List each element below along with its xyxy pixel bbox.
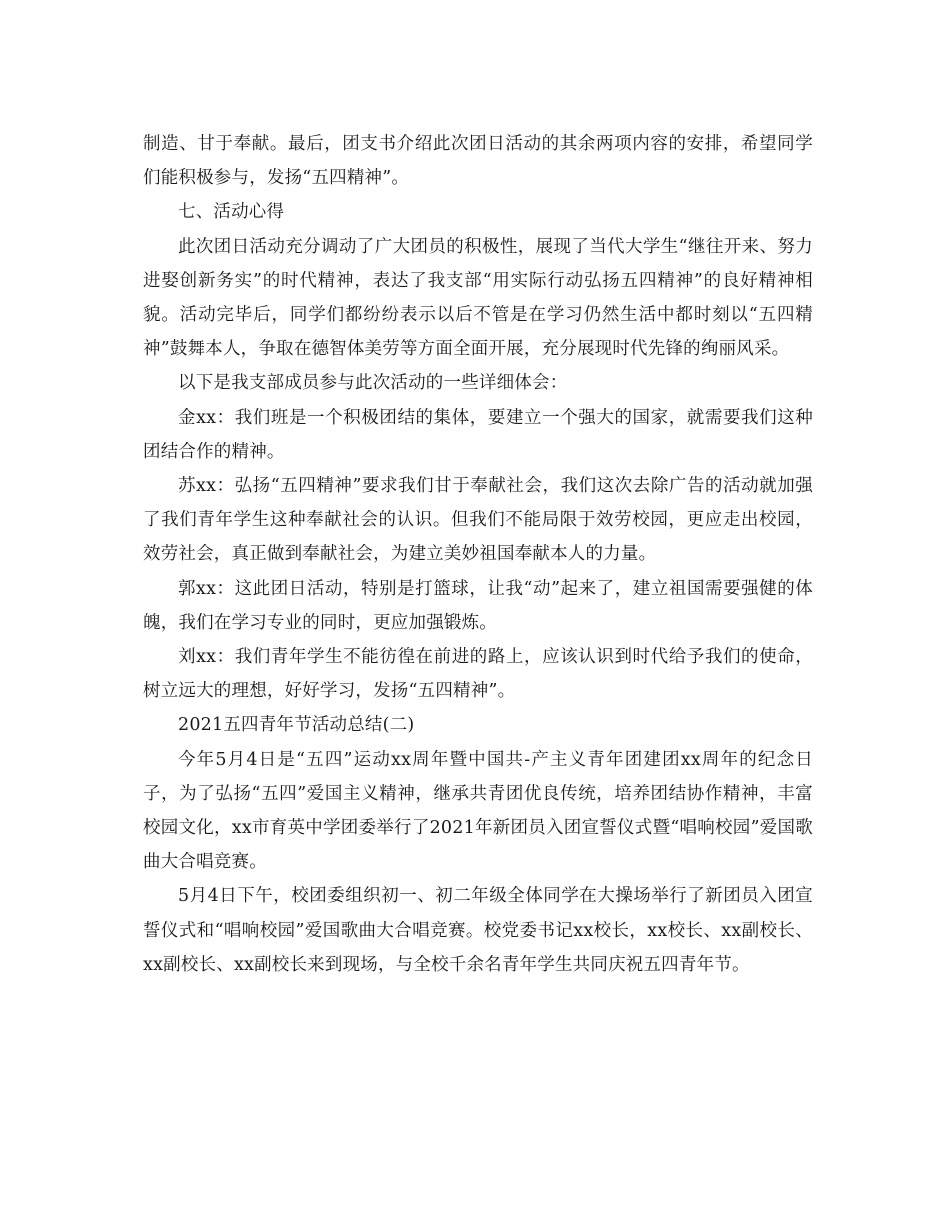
paragraph-1: 制造、甘于奉献。最后，团支书介绍此次团日活动的其余两项内容的安排，希望同学们能积极参与，发扬“五四精神”。 <box>143 134 813 189</box>
paragraph-7: 郭xx：这此团日活动，特别是打篮球，让我“动”起来了，建立祖国需要强健的体魄，我们在学习专业的同时，更应加强锻炼。 <box>143 578 813 633</box>
section-heading-activity-experience: 七、活动心得 <box>178 202 285 223</box>
paragraph-11: 5月4日下午，校团委组织初一、初二年级全体同学在大操场举行了新团员入团宣誓仪式和“唱响校园”爱国歌曲大合唱竞赛。校党委书记xx校长，xx校长、xx副校长、xx副校长、xx副校长来到现场，与全校千余名青年学生共同庆祝五四青年节。 <box>143 886 813 975</box>
paragraph-3: 此次团日活动充分调动了广大团员的积极性，展现了当代大学生“继往开来、努力进娶创新务实”的时代精神，表达了我支部“用实际行动弘扬五四精神”的良好精神相貌。活动完毕后，同学们都纷纷表示以后不管是在学习仍然生活中都时刻以“五四精神”鼓舞本人，争取在德智体美劳等方面全面开展，充分展现时代先锋的绚丽风采。 <box>143 236 813 360</box>
paragraph-5: 金xx：我们班是一个积极团结的集体，要建立一个强大的国家，就需要我们这种团结合作的精神。 <box>143 407 813 462</box>
paragraph-8: 刘xx：我们青年学生不能彷徨在前进的路上，应该认识到时代给予我们的使命，树立远大的理想，好好学习，发扬“五四精神”。 <box>143 647 813 702</box>
document-body <box>143 127 813 982</box>
section-heading-summary-two: 2021五四青年节活动总结(二) <box>178 715 415 736</box>
paragraph-10: 今年5月4日是“五四”运动xx周年暨中国共-产主义青年团建团xx周年的纪念日子，为了弘扬“五四”爱国主义精神，继承共青团优良传统，培养团结协作精神，丰富校园文化，xx市育英中学团委举行了2021年新团员入团宣誓仪式暨“唱响校园”爱国歌曲大合唱竞赛。 <box>143 749 813 873</box>
paragraph-6: 苏xx：弘扬“五四精神”要求我们甘于奉献社会，我们这次去除广告的活动就加强了我们青年学生这种奉献社会的认识。但我们不能局限于效劳校园，更应走出校园，效劳社会，真正做到奉献社会，为建立美妙祖国奉献本人的力量。 <box>143 476 813 565</box>
paragraph-4: 以下是我支部成员参与此次活动的一些详细体会： <box>178 373 568 394</box>
